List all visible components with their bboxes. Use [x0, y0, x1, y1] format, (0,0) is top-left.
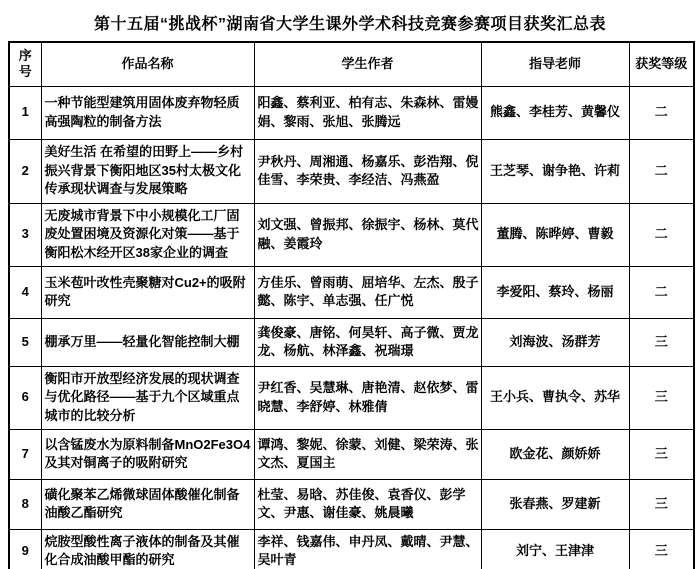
student-authors: 龚俊豪、唐铭、何昊轩、高子微、贾龙龙、杨航、林泽鑫、祝瑞璟	[254, 318, 481, 366]
project-name: 以含锰废水为原料制备MnO2Fe3O4及其对铜离子的吸附研究	[41, 429, 254, 479]
student-authors: 尹秋丹、周湘通、杨嘉乐、彭浩翔、倪佳雪、李荣贵、李经洁、冯燕盈	[254, 139, 481, 203]
row-number: 2	[9, 139, 41, 203]
award-level: 三	[629, 366, 694, 429]
project-name: 烷胺型酸性离子液体的制备及其催化合成油酸甲酯的研究	[41, 529, 254, 569]
header-students: 学生作者	[254, 42, 481, 86]
advisors: 刘海波、汤群芳	[481, 318, 629, 366]
award-level: 二	[629, 266, 694, 318]
award-level: 二	[629, 203, 694, 266]
table-row	[9, 529, 694, 569]
award-level: 二	[629, 86, 694, 139]
award-level: 三	[629, 529, 694, 569]
page-title: 第十五届“挑战杯”湖南省大学生课外学术科技竞赛参赛项目获奖汇总表	[93, 16, 606, 33]
row-number: 4	[9, 266, 41, 318]
advisors: 刘宁、王津津	[481, 529, 629, 569]
row-number: 5	[9, 318, 41, 366]
table-row	[9, 479, 694, 529]
project-name: 棚承万里——轻量化智能控制大棚	[41, 318, 254, 366]
student-authors: 谭鸿、黎妮、徐蒙、刘健、梁荣涛、张文杰、夏国主	[254, 429, 481, 479]
table-row	[9, 86, 694, 139]
advisors: 董腾、陈晔婷、曹毅	[481, 203, 629, 266]
advisors: 李爱阳、蔡玲、杨丽	[481, 266, 629, 318]
award-level: 二	[629, 139, 694, 203]
row-number: 1	[9, 86, 41, 139]
table-row	[9, 318, 694, 366]
advisors: 王小兵、曹执令、苏华	[481, 366, 629, 429]
advisors: 熊鑫、李桂芳、黄馨仪	[481, 86, 629, 139]
table-row	[9, 366, 694, 429]
table-row	[9, 429, 694, 479]
award-level: 三	[629, 429, 694, 479]
student-authors: 尹红香、吴慧琳、唐艳清、赵依梦、雷晓慧、李舒婷、林雅倩	[254, 366, 481, 429]
header-advisors: 指导老师	[481, 42, 629, 86]
student-authors: 杜莹、易晗、苏佳俊、袁香仪、彭学文、尹惠、谢佳豪、姚晨曦	[254, 479, 481, 529]
student-authors: 方佳乐、曾雨萌、屈培华、左杰、殷子懿、陈宇、单志强、任广悦	[254, 266, 481, 318]
table-row	[9, 203, 694, 266]
project-name: 衡阳市开放型经济发展的现状调查与优化路径——基于九个区域重点城市的比较分析	[41, 366, 254, 429]
project-name: 美好生活 在希望的田野上——乡村振兴背景下衡阳地区35村太极文化传承现状调查与发展策略	[41, 139, 254, 203]
awards-table	[8, 41, 695, 569]
header-project: 作品名称	[41, 42, 254, 86]
advisors: 欧金花、颜娇娇	[481, 429, 629, 479]
advisors: 张春燕、罗建新	[481, 479, 629, 529]
project-name: 一种节能型建筑用固体废弃物轻质高强陶粒的制备方法	[41, 86, 254, 139]
row-number: 8	[9, 479, 41, 529]
header-row	[9, 42, 694, 86]
header-no: 序号	[9, 42, 41, 86]
table-row	[9, 266, 694, 318]
advisors: 王芝琴、谢争艳、许莉	[481, 139, 629, 203]
row-number: 6	[9, 366, 41, 429]
header-award: 获奖等级	[629, 42, 694, 86]
row-number: 3	[9, 203, 41, 266]
student-authors: 阳鑫、蔡利亚、柏有志、朱森林、雷嫚娟、黎雨、张旭、张腾远	[254, 86, 481, 139]
student-authors: 李祥、钱嘉伟、申丹凤、戴晴、尹慧、吴叶青	[254, 529, 481, 569]
project-name: 玉米苞叶改性壳聚糖对Cu2+的吸附研究	[41, 266, 254, 318]
table-row	[9, 139, 694, 203]
row-number: 9	[9, 529, 41, 569]
project-name: 磺化聚苯乙烯微球固体酸催化制备油酸乙酯研究	[41, 479, 254, 529]
student-authors: 刘文强、曾振邦、徐振宇、杨林、莫代融、姜霞玲	[254, 203, 481, 266]
project-name: 无废城市背景下中小规模化工厂固废处置困境及资源化对策——基于衡阳松木经开区38家企业的调查	[41, 203, 254, 266]
award-level: 三	[629, 479, 694, 529]
award-level: 三	[629, 318, 694, 366]
row-number: 7	[9, 429, 41, 479]
